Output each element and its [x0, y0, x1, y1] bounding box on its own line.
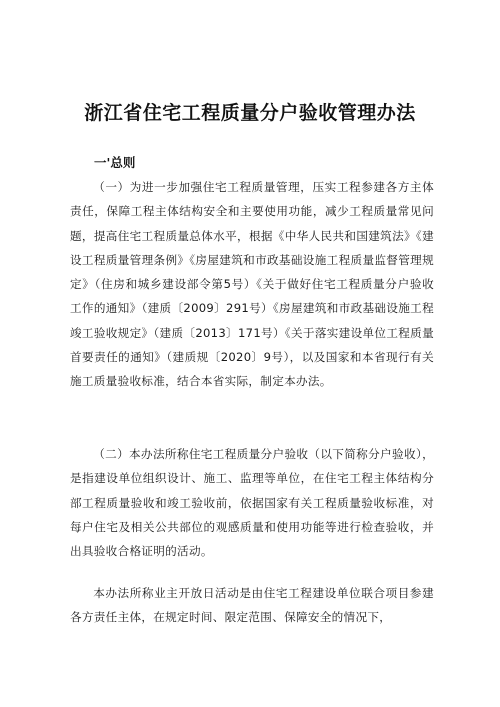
paragraph-1: （一）为进一步加强住宅工程质量管理，压实工程参建各方主体责任，保障工程主体结构安全和主要使用功能，减少工程质量常见问题，提高住宅工程质量总体水平，根据《中华人民共和国建筑法》《建设工程质量管理条例》《房屋建筑和市政基础设施工程质量监督管理规定》（住房和城乡建设部令第5号）《关于做好住宅工程质量分户验收工作的通知》（建质〔2009〕291号）《房屋建筑和市政基础设施工程竣工验收规定》（建质〔2013〕171号）《关于落实建设单位工程质量首要责任的通知》（建质规〔2020〕9号），以及国家和本省现行有关施工质量验收标准，结合本省实际，制定本办法。	[70, 180, 434, 389]
paragraph-2: （二）本办法所称住宅工程质量分户验收（以下简称分户验收），是指建设单位组织设计、施工、监理等单位，在住宅工程主体结构分部工程质量验收和竣工验收前，依据国家有关工程质量验收标准，对每户住宅及相关公共部位的观感质量和使用功能等进行检查验收，并出具验收合格证明的活动。	[70, 447, 434, 559]
document-title: 浙江省住宅工程质量分户验收管理办法	[84, 102, 416, 124]
paragraph-3: 本办法所称业主开放日活动是由住宅工程建设单位联合项目参建各方责任主体，在规定时间、限定范围、保障安全的情况下，	[70, 586, 434, 625]
section-heading: 一'总则	[94, 155, 136, 170]
